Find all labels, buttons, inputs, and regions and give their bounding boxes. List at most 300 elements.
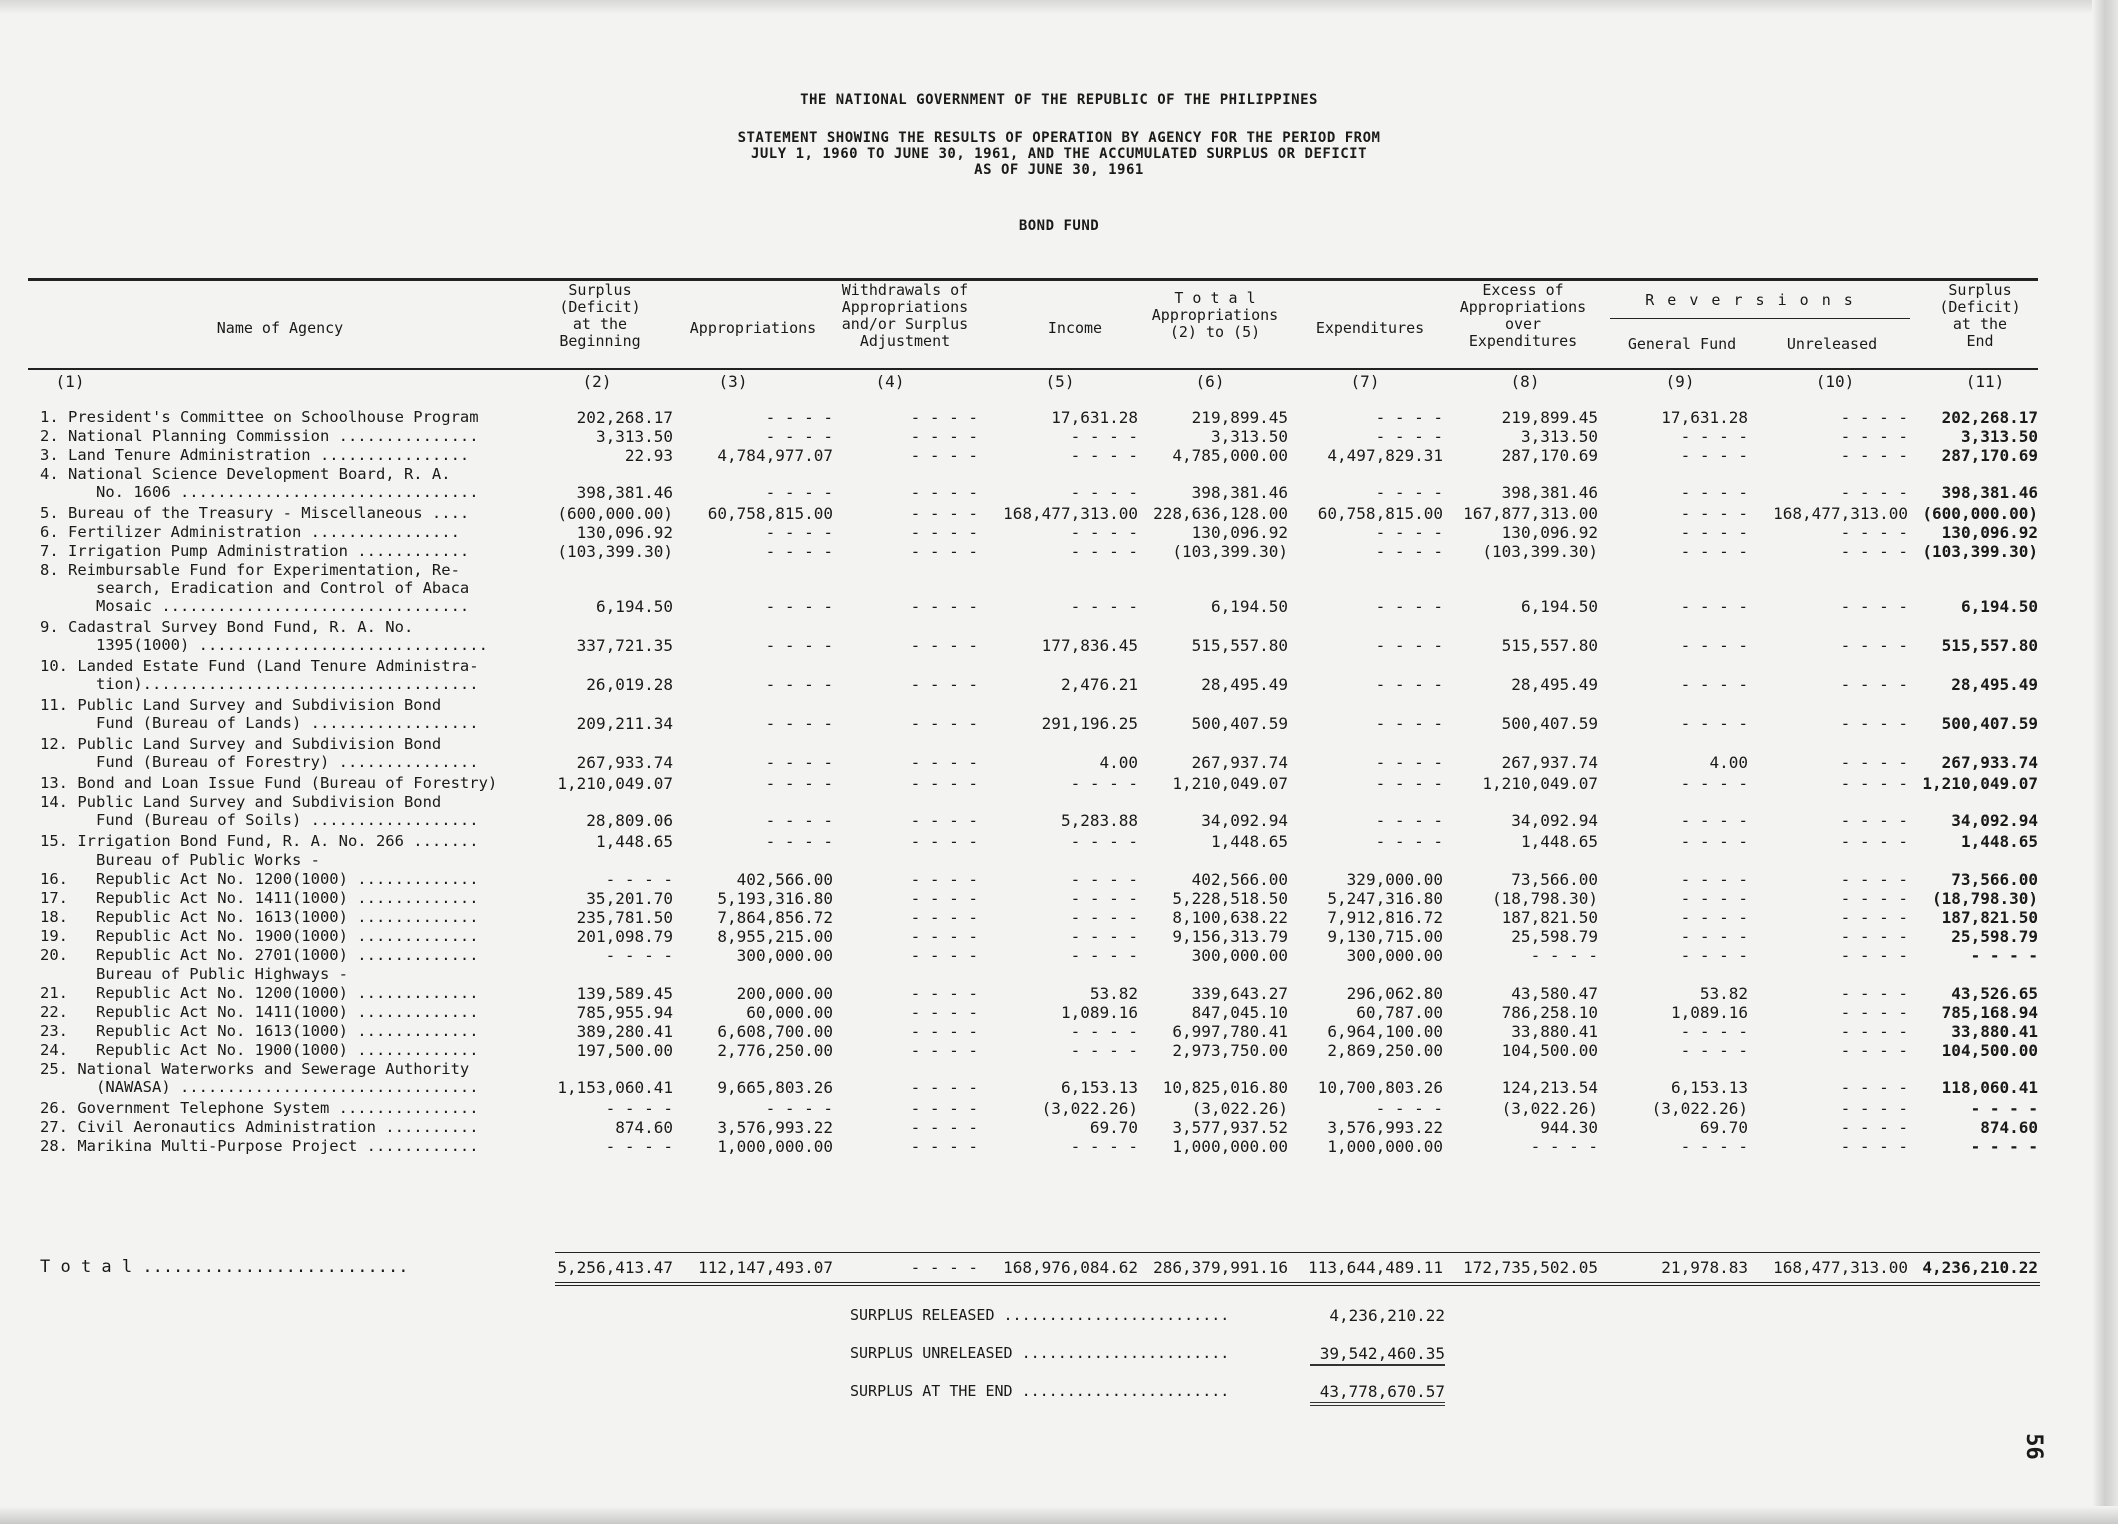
table-cell: - - - - [1375, 523, 1443, 542]
table-cell: - - - - [910, 927, 978, 946]
agency-name-line: 8. Reimbursable Fund for Experimentation, Re- [40, 561, 460, 579]
table-cell: - - - - [910, 832, 978, 851]
header-line: End [1966, 332, 1994, 350]
agency-name-line: 19. Republic Act No. 1900(1000) ............. [40, 927, 479, 945]
table-cell: 60,787.00 [1356, 1003, 1443, 1022]
table-cell: - - - - [1375, 597, 1443, 616]
table-cell: - - - - [1070, 946, 1138, 965]
table-cell: 786,258.10 [1501, 1003, 1598, 1022]
table-cell: - - - - [765, 675, 833, 694]
table-cell: (18,798.30) [1492, 889, 1598, 908]
table-cell: 398,381.46 [1941, 483, 2038, 502]
agency-name-line: 4. National Science Development Board, R. A. [40, 465, 451, 483]
table-cell: 2,476.21 [1060, 675, 1138, 694]
table-cell: 25,598.79 [1951, 927, 2038, 946]
agency-name [40, 657, 560, 693]
table-cell: 4.00 [1709, 753, 1748, 772]
table-cell: - - - - [1070, 427, 1138, 446]
table-cell: - - - - [910, 1022, 978, 1041]
total-label: T o t a l .......................... [40, 1257, 409, 1277]
total-cell: 5,256,413.47 [557, 1258, 673, 1277]
scan-edge-bottom [0, 1506, 2118, 1524]
table-cell: 7,864,856.72 [717, 908, 833, 927]
header-line: Withdrawals of [841, 281, 969, 299]
table-cell: (3,022.26) [1041, 1099, 1138, 1118]
table-cell: - - - - [1070, 889, 1138, 908]
table-cell: 515,557.80 [1501, 636, 1598, 655]
agency-name-line: 27. Civil Aeronautics Administration .......... [40, 1118, 479, 1136]
table-cell: 167,877,313.00 [1463, 504, 1598, 523]
header-total-appropriations [1140, 290, 1290, 341]
total-cell: 286,379,991.16 [1153, 1258, 1288, 1277]
table-cell: - - - - [1840, 408, 1908, 427]
table-cell: - - - - [1840, 1022, 1908, 1041]
agency-name [40, 446, 560, 464]
table-cell: 228,636,128.00 [1153, 504, 1288, 523]
table-cell: - - - - [1680, 714, 1748, 733]
agency-name-line: Bureau of Public Highways - [40, 965, 348, 983]
agency-name-line: 3. Land Tenure Administration ................ [40, 446, 470, 464]
table-cell: - - - - [1070, 1137, 1138, 1156]
agency-name-line: 7. Irrigation Pump Administration ............ [40, 542, 470, 560]
table-cell: 402,566.00 [1191, 870, 1288, 889]
table-cell: 267,937.74 [1191, 753, 1288, 772]
table-cell: 500,407.59 [1941, 714, 2038, 733]
table-cell: 34,092.94 [1511, 811, 1598, 830]
scan-edge-top [0, 0, 2118, 14]
table-cell: 34,092.94 [1951, 811, 2038, 830]
agency-name-line: 10. Landed Estate Fund (Land Tenure Administra- [40, 657, 479, 675]
table-cell: - - - - [1375, 753, 1443, 772]
table-cell: 515,557.80 [1191, 636, 1288, 655]
table-cell: 22.93 [624, 446, 673, 465]
table-cell: - - - - [605, 870, 673, 889]
table-cell: - - - - [1840, 1078, 1908, 1097]
table-cell: 28,809.06 [586, 811, 673, 830]
header-line: (2) to (5) [1169, 323, 1261, 341]
table-cell: 874.60 [615, 1118, 673, 1137]
table-cell: - - - - [1070, 446, 1138, 465]
column-number: (4) [875, 372, 905, 391]
summary-underline [1310, 1364, 1445, 1366]
agency-name [40, 870, 560, 888]
table-cell: 6,153.13 [1670, 1078, 1748, 1097]
agency-name [40, 927, 560, 945]
agency-name-line: 22. Republic Act No. 1411(1000) ............. [40, 1003, 479, 1021]
header-withdrawals [830, 282, 980, 350]
table-cell: 17,631.28 [1051, 408, 1138, 427]
column-number: (7) [1350, 372, 1380, 391]
header-line: T o t a l [1174, 289, 1256, 307]
table-cell: 398,381.46 [1501, 483, 1598, 502]
agency-name [40, 465, 560, 501]
header-general-fund: General Fund [1627, 335, 1737, 353]
column-number: (1) [55, 372, 85, 391]
table-cell: (600,000.00) [557, 504, 673, 523]
table-cell: 3,577,937.52 [1172, 1118, 1288, 1137]
table-cell: - - - - [1680, 504, 1748, 523]
table-cell: 4,785,000.00 [1172, 446, 1288, 465]
agency-name [40, 1137, 560, 1155]
table-cell: 25,598.79 [1511, 927, 1598, 946]
summary-value: 39,542,460.35 [1319, 1344, 1445, 1363]
header-line: at the [572, 315, 628, 333]
table-cell: - - - - [1840, 1099, 1908, 1118]
table-cell: - - - - [1680, 1041, 1748, 1060]
table-cell: 1,210,049.07 [557, 774, 673, 793]
table-cell: - - - - [910, 1078, 978, 1097]
table-cell: 3,576,993.22 [717, 1118, 833, 1137]
title-statement: STATEMENT SHOWING THE RESULTS OF OPERATION BY AGENCY FOR THE PERIOD FROM [737, 130, 1381, 146]
agency-name-line: 15. Irrigation Bond Fund, R. A. No. 266 ....... [40, 832, 479, 850]
table-cell: 785,168.94 [1941, 1003, 2038, 1022]
table-cell: - - - - [765, 1099, 833, 1118]
header-line: Adjustment [859, 332, 951, 350]
table-cell: 4.00 [1099, 753, 1138, 772]
table-cell: - - - - [910, 427, 978, 446]
table-cell: 287,170.69 [1941, 446, 2038, 465]
agency-name [40, 832, 560, 850]
table-cell: - - - - [1375, 774, 1443, 793]
table-cell: 3,313.50 [595, 427, 673, 446]
table-cell: - - - - [605, 946, 673, 965]
table-cell: - - - - [1680, 832, 1748, 851]
table-cell: - - - - [1840, 774, 1908, 793]
table-cell: 5,283.88 [1060, 811, 1138, 830]
table-cell: (103,399.30) [1922, 542, 2038, 561]
table-cell: - - - - [765, 636, 833, 655]
table-cell: 201,098.79 [576, 927, 673, 946]
table-cell: 398,381.46 [576, 483, 673, 502]
agency-name-line: Fund (Bureau of Lands) .................. [40, 714, 479, 732]
table-cell: - - - - [910, 946, 978, 965]
table-cell: - - - - [1840, 714, 1908, 733]
table-cell: - - - - [1680, 1022, 1748, 1041]
agency-name [40, 1022, 560, 1040]
table-cell: - - - - [1070, 870, 1138, 889]
table-cell: 329,000.00 [1346, 870, 1443, 889]
header-line: Appropriations [841, 298, 969, 316]
table-cell: 6,194.50 [1960, 597, 2038, 616]
agency-name [40, 1060, 560, 1096]
table-cell: - - - - [765, 774, 833, 793]
table-cell: 2,776,250.00 [717, 1041, 833, 1060]
table-cell: 7,912,816.72 [1327, 908, 1443, 927]
table-cell: - - - - [1680, 542, 1748, 561]
table-cell: - - - - [605, 1099, 673, 1118]
table-cell: (18,798.30) [1932, 889, 2038, 908]
table-cell: - - - - [910, 483, 978, 502]
table-cell: - - - - [910, 984, 978, 1003]
agency-name [40, 984, 560, 1002]
agency-name-line: 1. President's Committee on Schoolhouse Program [40, 408, 479, 426]
table-cell: 6,608,700.00 [717, 1022, 833, 1041]
table-cell: 300,000.00 [1191, 946, 1288, 965]
table-cell: - - - - [765, 811, 833, 830]
table-cell: 187,821.50 [1501, 908, 1598, 927]
column-number: (5) [1045, 372, 1075, 391]
table-cell: 28,495.49 [1511, 675, 1598, 694]
table-cell: - - - - [1840, 542, 1908, 561]
agency-name [40, 793, 560, 829]
table-cell: - - - - [1680, 908, 1748, 927]
table-cell: 267,933.74 [1941, 753, 2038, 772]
summary-value: 43,778,670.57 [1319, 1382, 1445, 1401]
agency-name [40, 523, 560, 541]
table-cell: 296,062.80 [1346, 984, 1443, 1003]
table-cell: 1,448.65 [595, 832, 673, 851]
table-cell: - - - - [1970, 1099, 2038, 1118]
column-number: (8) [1510, 372, 1540, 391]
table-cell: - - - - [1070, 927, 1138, 946]
table-cell: 500,407.59 [1191, 714, 1288, 733]
table-cell: 402,566.00 [736, 870, 833, 889]
summary-underline [1310, 1402, 1445, 1406]
header-line: and/or Surplus [841, 315, 969, 333]
column-number: (2) [582, 372, 612, 391]
agency-name-line: No. 1606 ................................ [40, 483, 479, 501]
agency-name-line: Fund (Bureau of Forestry) ............... [40, 753, 479, 771]
table-cell: (3,022.26) [1651, 1099, 1748, 1118]
table-cell: - - - - [1840, 1137, 1908, 1156]
agency-name [40, 735, 560, 771]
table-cell: 130,096.92 [576, 523, 673, 542]
agency-name-line: 1395(1000) ............................... [40, 636, 488, 654]
table-cell: 5,228,518.50 [1172, 889, 1288, 908]
table-cell: - - - - [765, 597, 833, 616]
table-cell: - - - - [1840, 446, 1908, 465]
header-line: (Deficit) [1939, 298, 2021, 316]
table-cell: 944.30 [1540, 1118, 1598, 1137]
table-cell: - - - - [1680, 636, 1748, 655]
agency-name [40, 618, 560, 654]
table-cell: 53.82 [1089, 984, 1138, 1003]
table-cell: - - - - [910, 774, 978, 793]
table-cell: 785,955.94 [576, 1003, 673, 1022]
table-cell: 17,631.28 [1661, 408, 1748, 427]
table-cell: - - - - [1840, 832, 1908, 851]
agency-name-line: 13. Bond and Loan Issue Fund (Bureau of Forestry) [40, 774, 498, 792]
table-cell: 6,194.50 [1520, 597, 1598, 616]
header-income: Income [1047, 319, 1103, 337]
table-cell: - - - - [1840, 927, 1908, 946]
table-cell: - - - - [1070, 523, 1138, 542]
agency-name-line: search, Eradication and Control of Abaca [40, 579, 470, 597]
table-cell: - - - - [1680, 1137, 1748, 1156]
table-cell: - - - - [1680, 811, 1748, 830]
table-cell: - - - - [1840, 483, 1908, 502]
table-cell: - - - - [1840, 811, 1908, 830]
table-cell: 104,500.00 [1501, 1041, 1598, 1060]
table-cell: 389,280.41 [576, 1022, 673, 1041]
table-cell: 3,576,993.22 [1327, 1118, 1443, 1137]
table-cell: 10,825,016.80 [1162, 1078, 1288, 1097]
agency-name [40, 696, 560, 732]
table-cell: - - - - [1840, 753, 1908, 772]
table-cell: 3,313.50 [1520, 427, 1598, 446]
agency-name-line: 5. Bureau of the Treasury - Miscellaneous .... [40, 504, 470, 522]
table-cell: - - - - [910, 597, 978, 616]
header-line: Appropriations [1151, 306, 1279, 324]
table-cell: - - - - [765, 483, 833, 502]
agency-name-line: 12. Public Land Survey and Subdivision Bond [40, 735, 442, 753]
table-cell: - - - - [910, 1137, 978, 1156]
table-cell: - - - - [1530, 1137, 1598, 1156]
table-cell: 35,201.70 [586, 889, 673, 908]
agency-name [40, 1099, 560, 1117]
table-cell: - - - - [605, 1137, 673, 1156]
table-cell: 60,758,815.00 [707, 504, 833, 523]
table-cell: - - - - [1680, 523, 1748, 542]
table-cell: 168,477,313.00 [1003, 504, 1138, 523]
table-cell: 130,096.92 [1941, 523, 2038, 542]
table-cell: - - - - [910, 870, 978, 889]
header-name-of-agency: Name of Agency [216, 319, 344, 337]
table-cell: - - - - [910, 889, 978, 908]
table-cell: - - - - [1840, 908, 1908, 927]
table-cell: 500,407.59 [1501, 714, 1598, 733]
table-cell: 168,477,313.00 [1773, 504, 1908, 523]
table-cell: - - - - [1375, 714, 1443, 733]
agency-name-line: (NAWASA) ................................ [40, 1078, 479, 1096]
table-cell: 3,313.50 [1210, 427, 1288, 446]
table-top-rule [28, 278, 2038, 281]
table-cell: 28,495.49 [1201, 675, 1288, 694]
table-cell: 300,000.00 [1346, 946, 1443, 965]
table-cell: - - - - [1840, 427, 1908, 446]
agency-name [40, 889, 560, 907]
agency-name [40, 1041, 560, 1059]
table-cell: 300,000.00 [736, 946, 833, 965]
table-cell: - - - - [1840, 1003, 1908, 1022]
table-cell: 4,497,829.31 [1327, 446, 1443, 465]
table-cell: 124,213.54 [1501, 1078, 1598, 1097]
header-line: at the [1952, 315, 2008, 333]
reversions-rule [1610, 318, 1910, 319]
table-cell: - - - - [1070, 597, 1138, 616]
header-excess [1448, 282, 1598, 350]
table-cell: 43,580.47 [1511, 984, 1598, 1003]
header-line: Surplus [568, 281, 632, 299]
total-cell: 112,147,493.07 [698, 1258, 833, 1277]
table-cell: 287,170.69 [1501, 446, 1598, 465]
table-cell: 197,500.00 [576, 1041, 673, 1060]
table-cell: 202,268.17 [576, 408, 673, 427]
title-period: JULY 1, 1960 TO JUNE 30, 1961, AND THE ACCUMULATED SURPLUS OR DEFICIT [750, 146, 1368, 162]
table-cell: - - - - [1840, 1118, 1908, 1137]
table-cell: 73,566.00 [1511, 870, 1598, 889]
table-cell: - - - - [1530, 946, 1598, 965]
table-cell: 1,089.16 [1670, 1003, 1748, 1022]
table-cell: - - - - [1970, 1137, 2038, 1156]
agency-name [40, 1003, 560, 1021]
summary-label: SURPLUS AT THE END ....................... [850, 1382, 1230, 1400]
table-cell: 1,210,049.07 [1922, 774, 2038, 793]
table-cell: - - - - [1680, 597, 1748, 616]
table-cell: - - - - [1070, 774, 1138, 793]
table-cell: (103,399.30) [1482, 542, 1598, 561]
agency-name-line: 21. Republic Act No. 1200(1000) ............. [40, 984, 479, 1002]
table-cell: 6,153.13 [1060, 1078, 1138, 1097]
table-cell: 267,937.74 [1501, 753, 1598, 772]
table-cell: 1,089.16 [1060, 1003, 1138, 1022]
table-cell: - - - - [1680, 946, 1748, 965]
table-cell: 69.70 [1699, 1118, 1748, 1137]
total-double-rule [555, 1282, 2040, 1286]
table-cell: - - - - [910, 1118, 978, 1137]
table-cell: 1,210,049.07 [1482, 774, 1598, 793]
table-cell: 8,955,215.00 [717, 927, 833, 946]
table-cell: 1,448.65 [1520, 832, 1598, 851]
table-cell: - - - - [765, 523, 833, 542]
header-line: (Deficit) [559, 298, 641, 316]
table-cell: - - - - [1680, 889, 1748, 908]
total-cell: 168,477,313.00 [1773, 1258, 1908, 1277]
table-cell: - - - - [910, 1099, 978, 1118]
agency-name-line: 20. Republic Act No. 2701(1000) ............. [40, 946, 479, 964]
table-cell: - - - - [910, 542, 978, 561]
agency-name-line: 17. Republic Act No. 1411(1000) ............. [40, 889, 479, 907]
table-cell: - - - - [1375, 483, 1443, 502]
table-cell: 9,665,803.26 [717, 1078, 833, 1097]
table-cell: - - - - [1680, 927, 1748, 946]
title-as-of: AS OF JUNE 30, 1961 [974, 162, 1144, 178]
table-cell: 60,000.00 [746, 1003, 833, 1022]
table-cell: - - - - [1840, 889, 1908, 908]
table-cell: 1,153,060.41 [557, 1078, 673, 1097]
header-surplus-end [1930, 282, 2030, 350]
table-cell: 6,194.50 [1210, 597, 1288, 616]
table-cell: - - - - [1840, 597, 1908, 616]
column-number: (10) [1815, 372, 1855, 391]
table-cell: - - - - [1680, 446, 1748, 465]
table-cell: 9,156,313.79 [1172, 927, 1288, 946]
table-cell: - - - - [1840, 946, 1908, 965]
page-number: 56 [2020, 1433, 2046, 1460]
table-cell: 118,060.41 [1941, 1078, 2038, 1097]
table-cell: - - - - [1375, 832, 1443, 851]
table-cell: 130,096.92 [1501, 523, 1598, 542]
summary-label: SURPLUS UNRELEASED ....................... [850, 1344, 1230, 1362]
table-cell: 28,495.49 [1951, 675, 2038, 694]
table-cell: (600,000.00) [1922, 504, 2038, 523]
table-cell: - - - - [1375, 408, 1443, 427]
agency-name-line: 9. Cadastral Survey Bond Fund, R. A. No. [40, 618, 414, 636]
agency-name [40, 774, 560, 792]
table-cell: - - - - [1840, 870, 1908, 889]
table-cell: 291,196.25 [1041, 714, 1138, 733]
table-cell: 104,500.00 [1941, 1041, 2038, 1060]
table-cell: - - - - [910, 811, 978, 830]
table-cell: (103,399.30) [1172, 542, 1288, 561]
table-cell: 34,092.94 [1201, 811, 1288, 830]
table-cell: 53.82 [1699, 984, 1748, 1003]
agency-name [40, 851, 560, 869]
table-cell: 5,247,316.80 [1327, 889, 1443, 908]
agency-name [40, 946, 560, 964]
table-cell: - - - - [1840, 984, 1908, 1003]
table-cell: 874.60 [1980, 1118, 2038, 1137]
table-cell: - - - - [1375, 636, 1443, 655]
agency-name-line: 14. Public Land Survey and Subdivision Bond [40, 793, 442, 811]
header-surplus-beginning [540, 282, 660, 350]
agency-name-line: Fund (Bureau of Soils) .................. [40, 811, 479, 829]
agency-name-line: Mosaic ................................. [40, 597, 470, 615]
total-cell: 4,236,210.22 [1922, 1258, 2038, 1277]
column-number: (9) [1665, 372, 1695, 391]
total-cell: - - - - [910, 1258, 978, 1277]
table-cell: - - - - [765, 832, 833, 851]
